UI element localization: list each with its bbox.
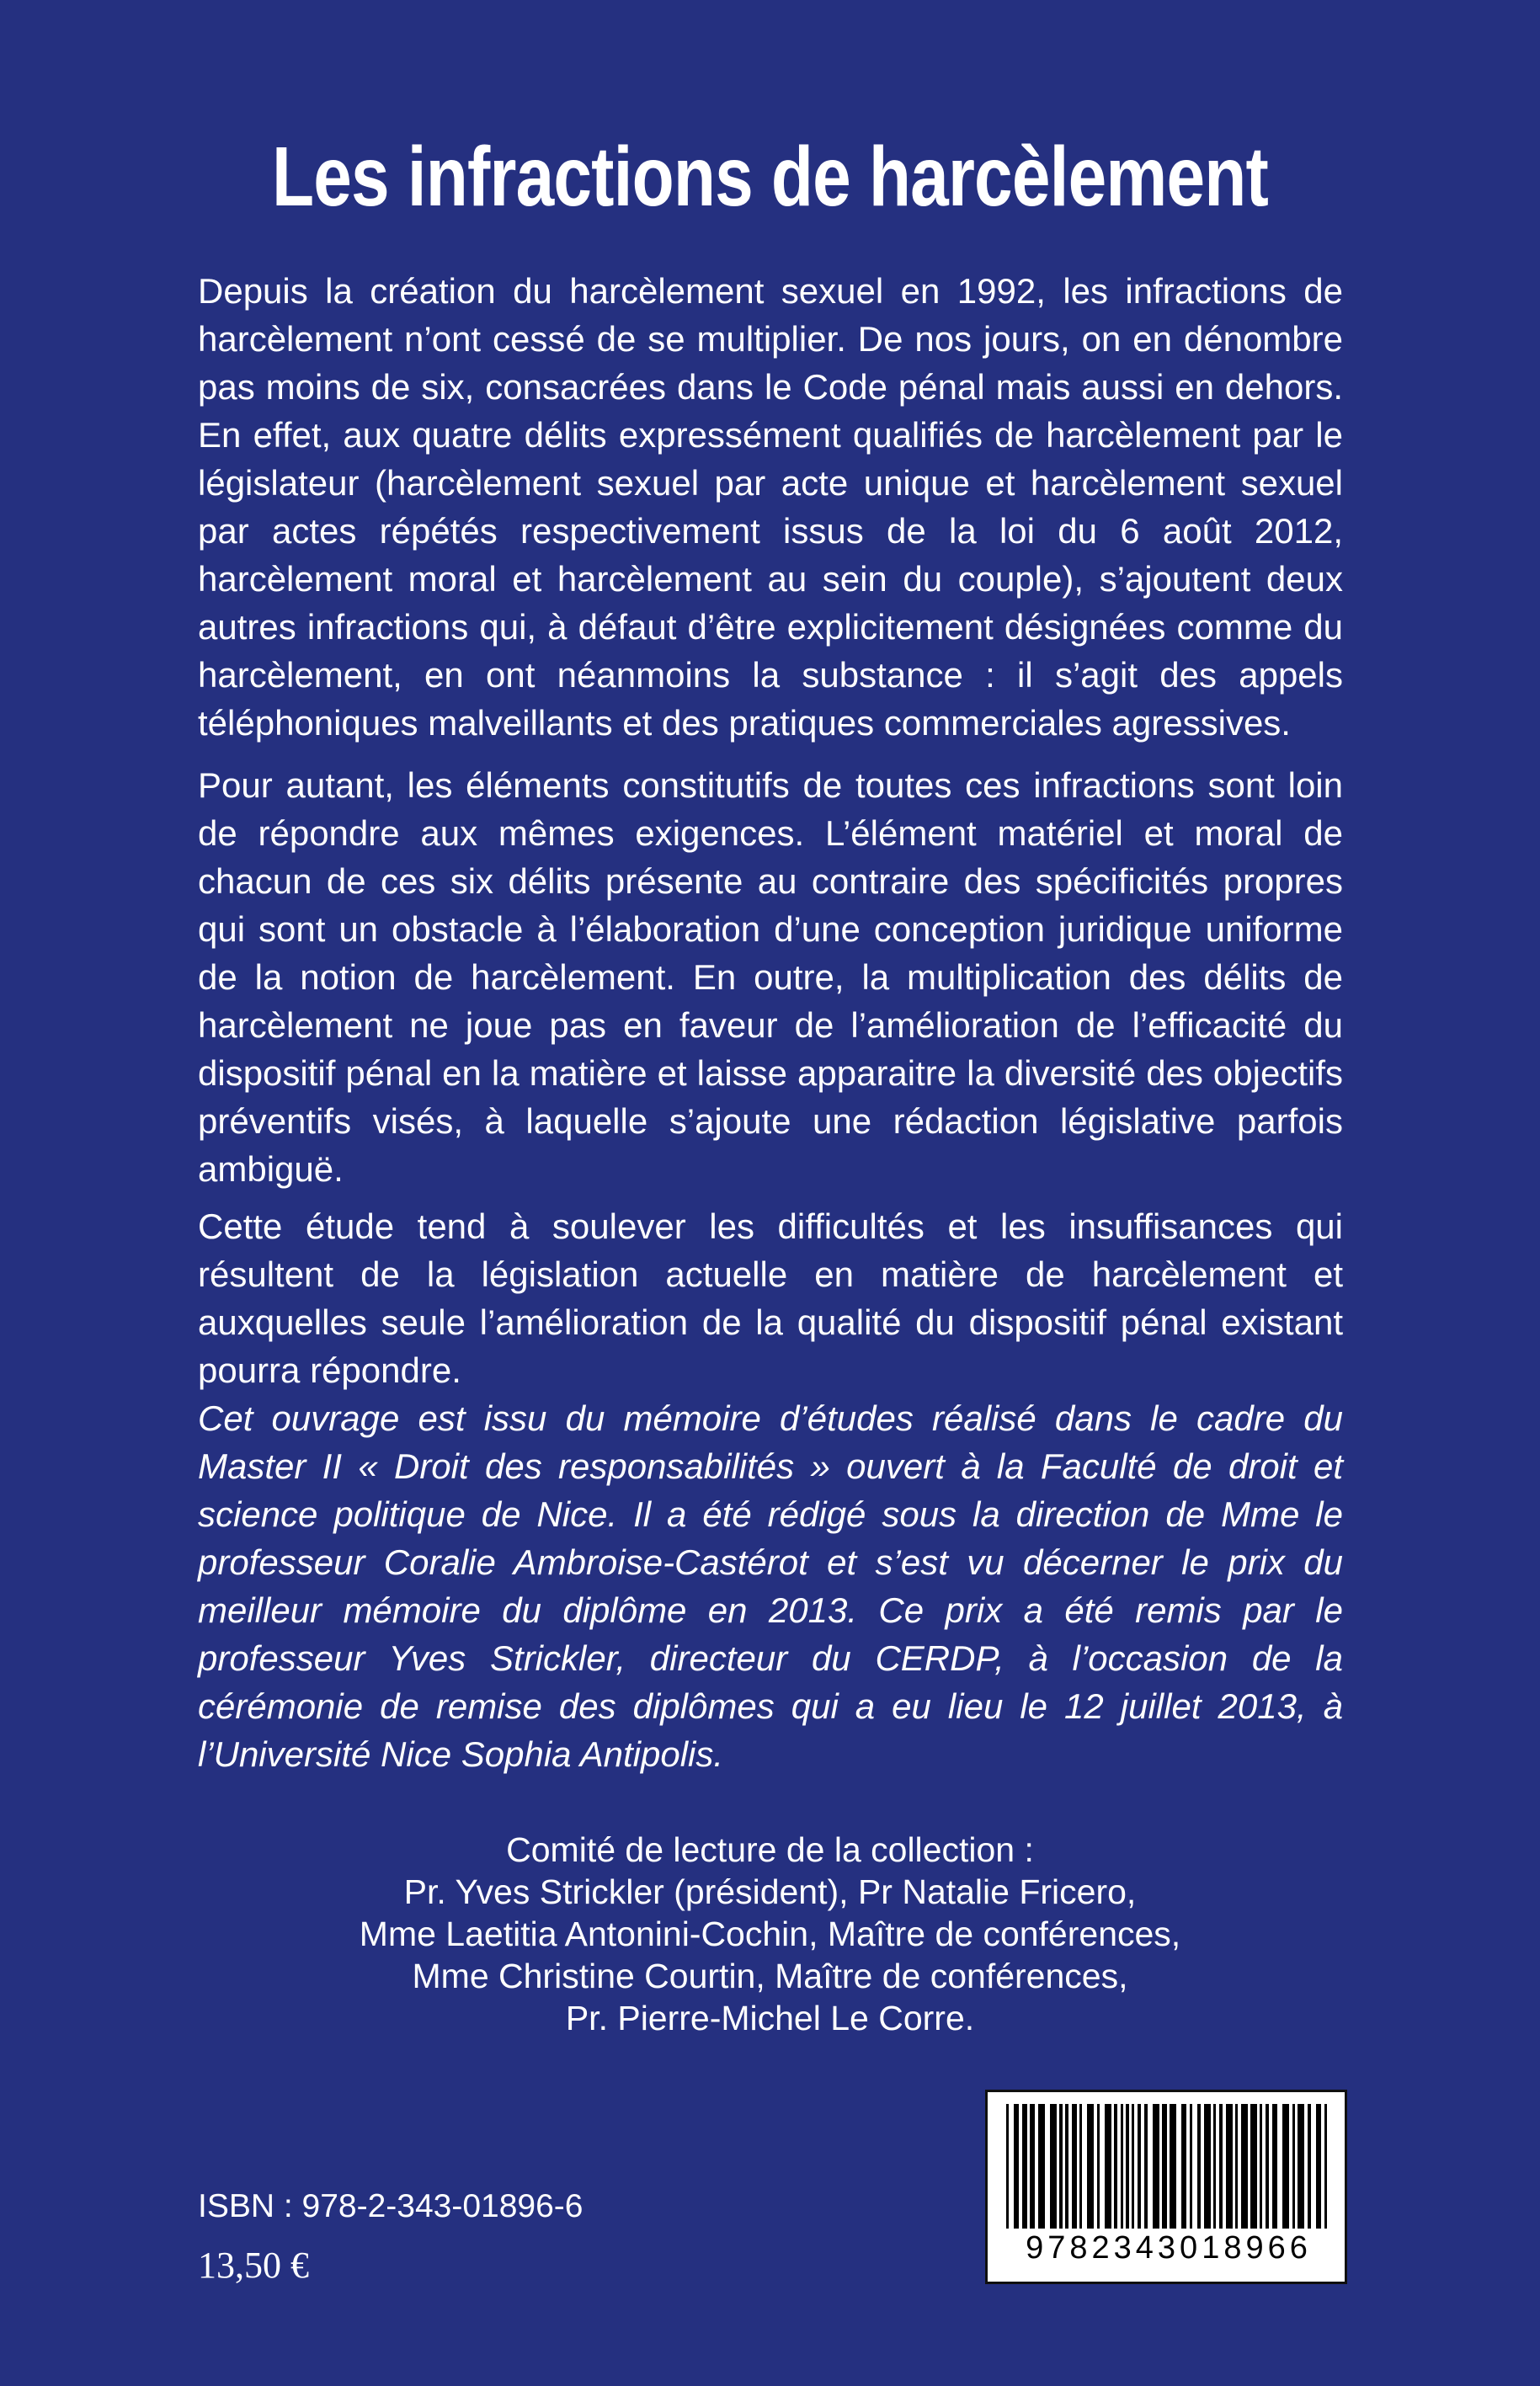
committee-heading: Comité de lecture de la collection : (506, 1830, 1034, 1869)
barcode-bar (1235, 2104, 1238, 2229)
barcode-bar (1241, 2104, 1248, 2229)
barcode-bar (1132, 2104, 1134, 2229)
barcode-bar (1079, 2104, 1082, 2229)
barcode-bar (1014, 2104, 1019, 2229)
barcode-bar (1144, 2104, 1148, 2229)
barcode-bar (1126, 2104, 1129, 2229)
barcode-bar (1316, 2104, 1321, 2229)
cover-title: Les infractions de harcèlement (271, 130, 1269, 224)
origin-note-paragraph: Cet ouvrage est issu du mémoire d’études réalisé dans le cadre du Master II « Droit des responsabilités » ouvert à la Faculté de droit et science politique de Nice. Il a été rédigé sous la direction de Mme le professeur Coralie Ambroise-Castérot et s’est vu décerner le prix du meilleur mémoire du diplôme en 2013. Ce prix a été remis par le professeur Yves Strickler, directeur du CERDP, à l’occasion de la cérémonie de remise des diplômes qui a eu lieu le 12 juillet 2013, à l’Université Nice Sophia Antipolis. (198, 1398, 1343, 1774)
barcode-bar (1282, 2104, 1289, 2229)
barcode-bar (1038, 2104, 1045, 2229)
summary-paragraph-2: Pour autant, les éléments constitutifs de toutes ces infractions sont loin de répondre aux mêmes exigences. L’élément matériel et moral de chacun de ces six délits présente au contraire des spécificités propres qui sont un obstacle à l’élaboration d’une conception juridique uniforme de la notion de harcèlement. En outre, la multiplication des délits de harcèlement ne joue pas en faveur de l’amélioration de l’efficacité du dispositif pénal en la matière et laisse apparaitre la diversité des objectifs préventifs visés, à laquelle s’ajoute une rédaction législative parfois ambiguë. (198, 765, 1343, 1189)
barcode-bar (1114, 2104, 1117, 2229)
barcode-bar (1006, 2104, 1009, 2229)
barcode-bar (1226, 2104, 1233, 2229)
barcode-bar (1022, 2104, 1027, 2229)
barcode-bar (1213, 2104, 1216, 2229)
committee-line-1: Pr. Yves Strickler (président), Pr Natalie Fricero, (403, 1872, 1137, 1911)
barcode-number: 9782343018966 (1026, 2230, 1312, 2266)
barcode-bar (1298, 2104, 1304, 2229)
barcode-bar (1266, 2104, 1269, 2229)
barcode-bar (1050, 2104, 1057, 2229)
barcode-bar (1204, 2104, 1211, 2229)
barcode-bar (1153, 2104, 1159, 2229)
barcode-bar (1138, 2104, 1141, 2229)
reading-committee (0, 1829, 1540, 2039)
committee-line-4: Pr. Pierre-Michel Le Corre. (565, 1999, 975, 2037)
isbn-label: ISBN : 978-2-343-01896-6 (198, 2188, 583, 2224)
barcode-bars (1006, 2104, 1331, 2229)
price-label: 13,50 € (198, 2245, 309, 2286)
barcode-bar (1065, 2104, 1068, 2229)
committee-line-2: Mme Laetitia Antonini-Cochin, Maître de conférences, (359, 1915, 1181, 1953)
committee-line-3: Mme Christine Courtin, Maître de conférences, (412, 1957, 1128, 1995)
barcode-bar (1162, 2104, 1167, 2229)
barcode-bar (1181, 2104, 1186, 2229)
barcode-bar (1250, 2104, 1257, 2229)
barcode-bar (1197, 2104, 1201, 2229)
barcode-bar (1272, 2104, 1277, 2229)
barcode-bar (1097, 2104, 1100, 2229)
barcode-bar (1030, 2104, 1035, 2229)
barcode-bar (1324, 2104, 1327, 2229)
barcode-bar (1072, 2104, 1077, 2229)
barcode-bar (1292, 2104, 1295, 2229)
barcode-bar (1260, 2104, 1262, 2229)
barcode-bar (1219, 2104, 1223, 2229)
summary-paragraph-1: Depuis la création du harcèlement sexuel en 1992, les infractions de harcèlement n’ont cessé de se multiplier. De nos jours, on en dénombre pas moins de six, consacrées dans le Code pénal mais aussi en dehors. En effet, aux quatre délits expressément qualifiés de harcèlement par le législateur (harcèlement sexuel par acte unique et harcèlement sexuel par actes répétés respectivement issus de la loi du 6 août 2012, harcèlement moral et harcèlement au sein du couple), s’ajoutent deux autres infractions qui, à défaut d’être explicitement désignées comme du harcèlement, en ont néanmoins la substance : il s’agit des appels téléphoniques malveillants et des pratiques commerciales agressives. (198, 271, 1343, 743)
barcode-bar (1121, 2104, 1123, 2229)
barcode-bar (1059, 2104, 1063, 2229)
summary-paragraph-3: Cette étude tend à soulever les difficultés et les insuffisances qui résultent de la législation actuelle en matière de harcèlement et auxquelles seule l’amélioration de la qualité du dispositif pénal existant pourra répondre. (198, 1206, 1343, 1390)
barcode-bar (1087, 2104, 1094, 2229)
barcode-bar (1190, 2104, 1192, 2229)
barcode-bar (1308, 2104, 1311, 2229)
barcode (985, 2090, 1347, 2284)
barcode-bar (1170, 2104, 1176, 2229)
barcode-bar (1105, 2104, 1111, 2229)
